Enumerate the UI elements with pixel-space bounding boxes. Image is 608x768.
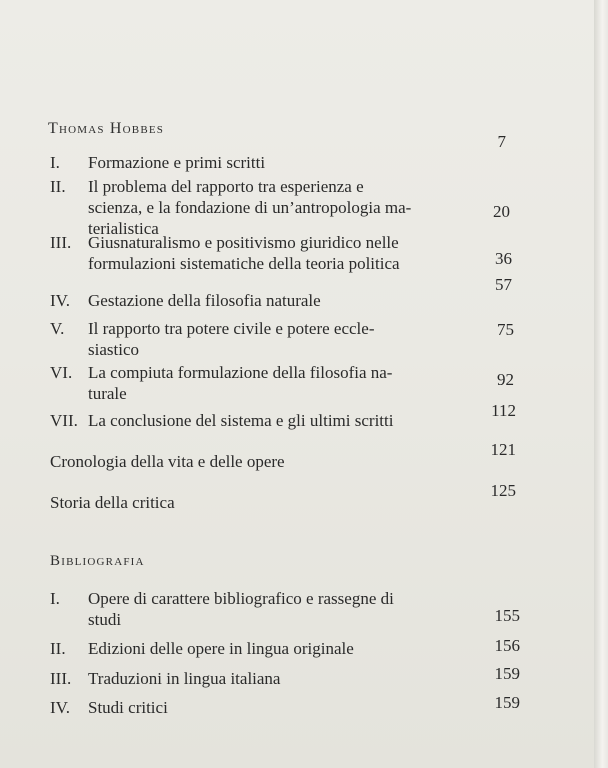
toc-entry-title-line: terialistica	[88, 219, 159, 238]
toc-entry-number: II.	[50, 639, 66, 658]
toc-entry-number: II.	[50, 177, 66, 196]
toc-entry-number: VII.	[50, 411, 78, 430]
toc-page-number: 112	[491, 401, 516, 420]
toc-page-number: 20	[493, 202, 510, 221]
toc-entry	[50, 232, 480, 276]
toc-entry-title-line: Giusnaturalismo e positivismo giuridico nelle	[88, 233, 399, 252]
section-heading-bibliografia: Bibliografia	[50, 553, 145, 569]
toc-page-number: 159	[494, 664, 520, 683]
toc-entry-title: Traduzioni in lingua italiana	[88, 669, 281, 688]
toc-page-number: 155	[494, 606, 520, 625]
toc-entry-number: I.	[50, 589, 60, 608]
toc-page-number: 156	[494, 636, 520, 655]
toc-entry-title-line: siastico	[88, 340, 139, 359]
toc-entry-number: III.	[50, 669, 72, 688]
toc-entry-title: La conclusione del sistema e gli ultimi scritti	[88, 411, 394, 430]
toc-page-number: 121	[490, 440, 516, 459]
toc-entry-title: Edizioni delle opere in lingua originale	[88, 639, 354, 658]
toc-entry-title-line: turale	[88, 384, 127, 403]
toc-entry-title-line: Opere di carattere bibliografico e rassegne di	[88, 589, 394, 608]
toc-entry-title: Studi critici	[88, 698, 168, 717]
toc-entry	[50, 362, 480, 406]
toc-page-number: 125	[490, 481, 516, 500]
toc-entry	[50, 588, 480, 632]
toc-page-number: 92	[497, 370, 514, 389]
toc-entry-title: Storia della critica	[50, 493, 175, 512]
toc-page-number: 36	[495, 249, 512, 268]
page-edge	[594, 0, 608, 768]
toc-entry-number: VI.	[50, 363, 73, 382]
toc-entry-title-line: scienza, e la fondazione di un’antropologia ma-	[88, 198, 412, 217]
toc-entry-title-line: La compiuta formulazione della filosofia na-	[88, 363, 393, 382]
toc-entry-title: Formazione e primi scritti	[88, 153, 266, 172]
toc-entry	[50, 318, 480, 362]
toc-page-number: 159	[494, 693, 520, 712]
toc-entry-number: III.	[50, 233, 72, 252]
toc-entry-title: Cronologia della vita e delle opere	[50, 452, 285, 471]
toc-entry-title-line: formulazioni sistematiche della teoria politica	[88, 254, 400, 273]
toc-entry-title-line: studi	[88, 610, 122, 629]
toc-page-number: 7	[497, 132, 506, 151]
toc-page-number: 75	[497, 320, 514, 339]
toc-entry-number: I.	[50, 153, 60, 172]
toc-entry-title-line: Il rapporto tra potere civile e potere eccle-	[88, 319, 375, 338]
toc-entry-number: IV.	[50, 698, 70, 717]
toc-entry-title: Gestazione della filosofia naturale	[88, 291, 321, 310]
section-heading-hobbes: Thomas Hobbes	[48, 120, 165, 137]
toc-page-number: 57	[495, 275, 512, 294]
toc-entry-number: IV.	[50, 291, 70, 310]
toc-entry-number: V.	[50, 319, 65, 338]
toc-entry-title-line: Il problema del rapporto tra esperienza e	[88, 177, 364, 196]
